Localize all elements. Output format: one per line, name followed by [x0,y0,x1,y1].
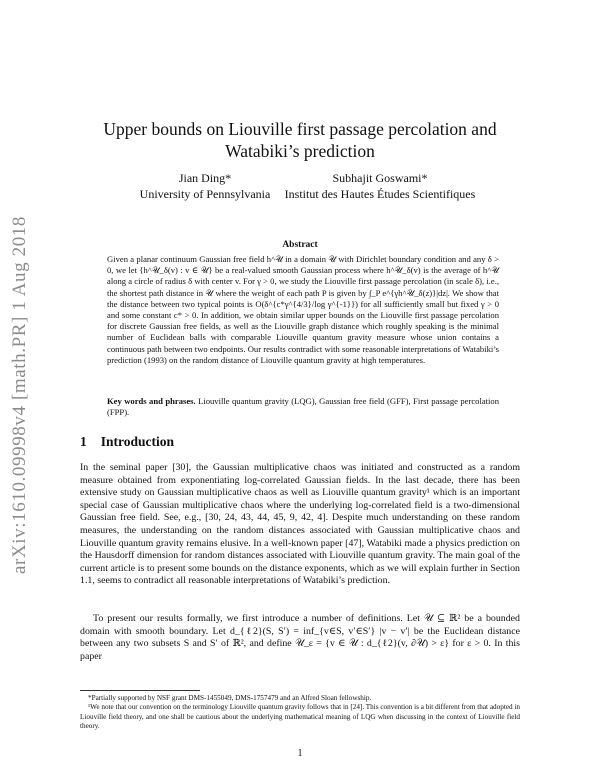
arxiv-identifier: arXiv:1610.09998v4 [math.PR] 1 Aug 2018 [9,216,30,574]
author-block [280,170,480,202]
keywords [107,396,499,418]
body-paragraph: In the seminal paper [30], the Gaussian multiplicative chaos was initiated and constructed as a random measure obtained from exponentiating log-correlated Gaussian fields. In the last decade, there has been extensive study on Gaussian multiplicative chaos as well as Liouville quantum gravity¹ which is an important special case of Gaussian multiplicative chaos where the underlying log-correlated field is a two-dimensional Gaussian free field. See, e.g., [30, 24, 43, 44, 45, 9, 42, 4]. Despite much understanding on these random measures, the understanding on the random distances associated with Gaussian multiplicative chaos and Liouville quantum gravity remains elusive. In a well-known paper [47], Watabiki made a physics prediction on the Hausdorff dimension for random distances associated with Liouville quantum gravity. The main goal of the current article is to present some bounds on the distance exponents, which as we will explain further in Section 1.1, seems to contradict all reasonable interpretations of Watabiki’s prediction. [80,462,520,587]
author-name: Subhajit Goswami* [332,171,428,185]
author-block [130,170,280,202]
footnote: *Partially supported by NSF grant DMS-1455049, DMS-1757479 and an Alfred Sloan fellowship. [88,694,372,702]
body-paragraph: To present our results formally, we first introduce a number of definitions. Let 𝒰 ⊆ ℝ² be a bounded domain with smooth boundary. Let d_{ℓ2}(S, S′) = inf_{v∈S, v′∈S′} |v − v′| be the Euclidean distance between any two subsets S and S′ of ℝ², and define 𝒰_ε = {v ∈ 𝒰 : d_{ℓ2}(v, ∂𝒰) > ε} for ε > 0. In this paper [80,613,520,662]
paper-title: Upper bounds on Liouville first passage percolation and Watabiki’s prediction [103,119,497,161]
page-number: 1 [297,748,303,759]
keywords-label: Key words and phrases. [107,396,196,406]
abstract-text: Given a planar continuum Gaussian free field h^𝒰 in a domain 𝒰 with Dirichlet boundary condition and any δ > 0, we let {h^𝒰_δ(v) : v ∈ 𝒰} be a real-valued smooth Gaussian process where h^𝒰_δ(v) is the average of h^𝒰 along a circle of radius δ with center v. For γ > 0, we study the Liouville first passage percolation (in scale δ), i.e., the shortest path distance in 𝒰 where the weight of each path P is given by ∫_P e^{γh^𝒰_δ(z)}|dz|. We show that the distance between two typical points is O(δ^{c*γ^{4/3}/log γ^{-1}}) for all sufficiently small but fixed γ > 0 and some constant c* > 0. In addition, we obtain similar upper bounds on the Liouville first passage percolation for discrete Gaussian free fields, as well as the Liouville graph distance which roughly speaking is the minimal number of Euclidean balls with comparable Liouville quantum gravity measure whose union contains a continuous path between two endpoints. Our results contradict with some reasonable interpretations of Watabiki’s prediction (1993) on the random distance of Liouville quantum gravity at high temperatures. [107,254,499,365]
author-affiliation: University of Pennsylvania [139,187,271,201]
keywords-text: Liouville quantum gravity (LQG), Gaussian free field (GFF), First passage percolation (FPP). [107,396,500,418]
footnote-divider [80,690,200,691]
footnote: ¹We note that our convention on the terminology Liouville quantum gravity follows that in [24]. This convention is a bit different from that adopted in Liouville field theory, and one shall be cautious about the underlying mathematical meaning of LQG when discussing in the context of Liouville field theory. [80,703,520,731]
arxiv-sidebar [0,180,40,610]
abstract-heading: Abstract [282,240,318,250]
section-title: Introduction [100,434,175,449]
section-number: 1 [80,434,87,449]
author-affiliation: Institut des Hautes Études Scientifiques [284,187,476,201]
section-heading [80,434,174,450]
footnotes [80,694,520,732]
author-name: Jian Ding* [178,171,232,185]
